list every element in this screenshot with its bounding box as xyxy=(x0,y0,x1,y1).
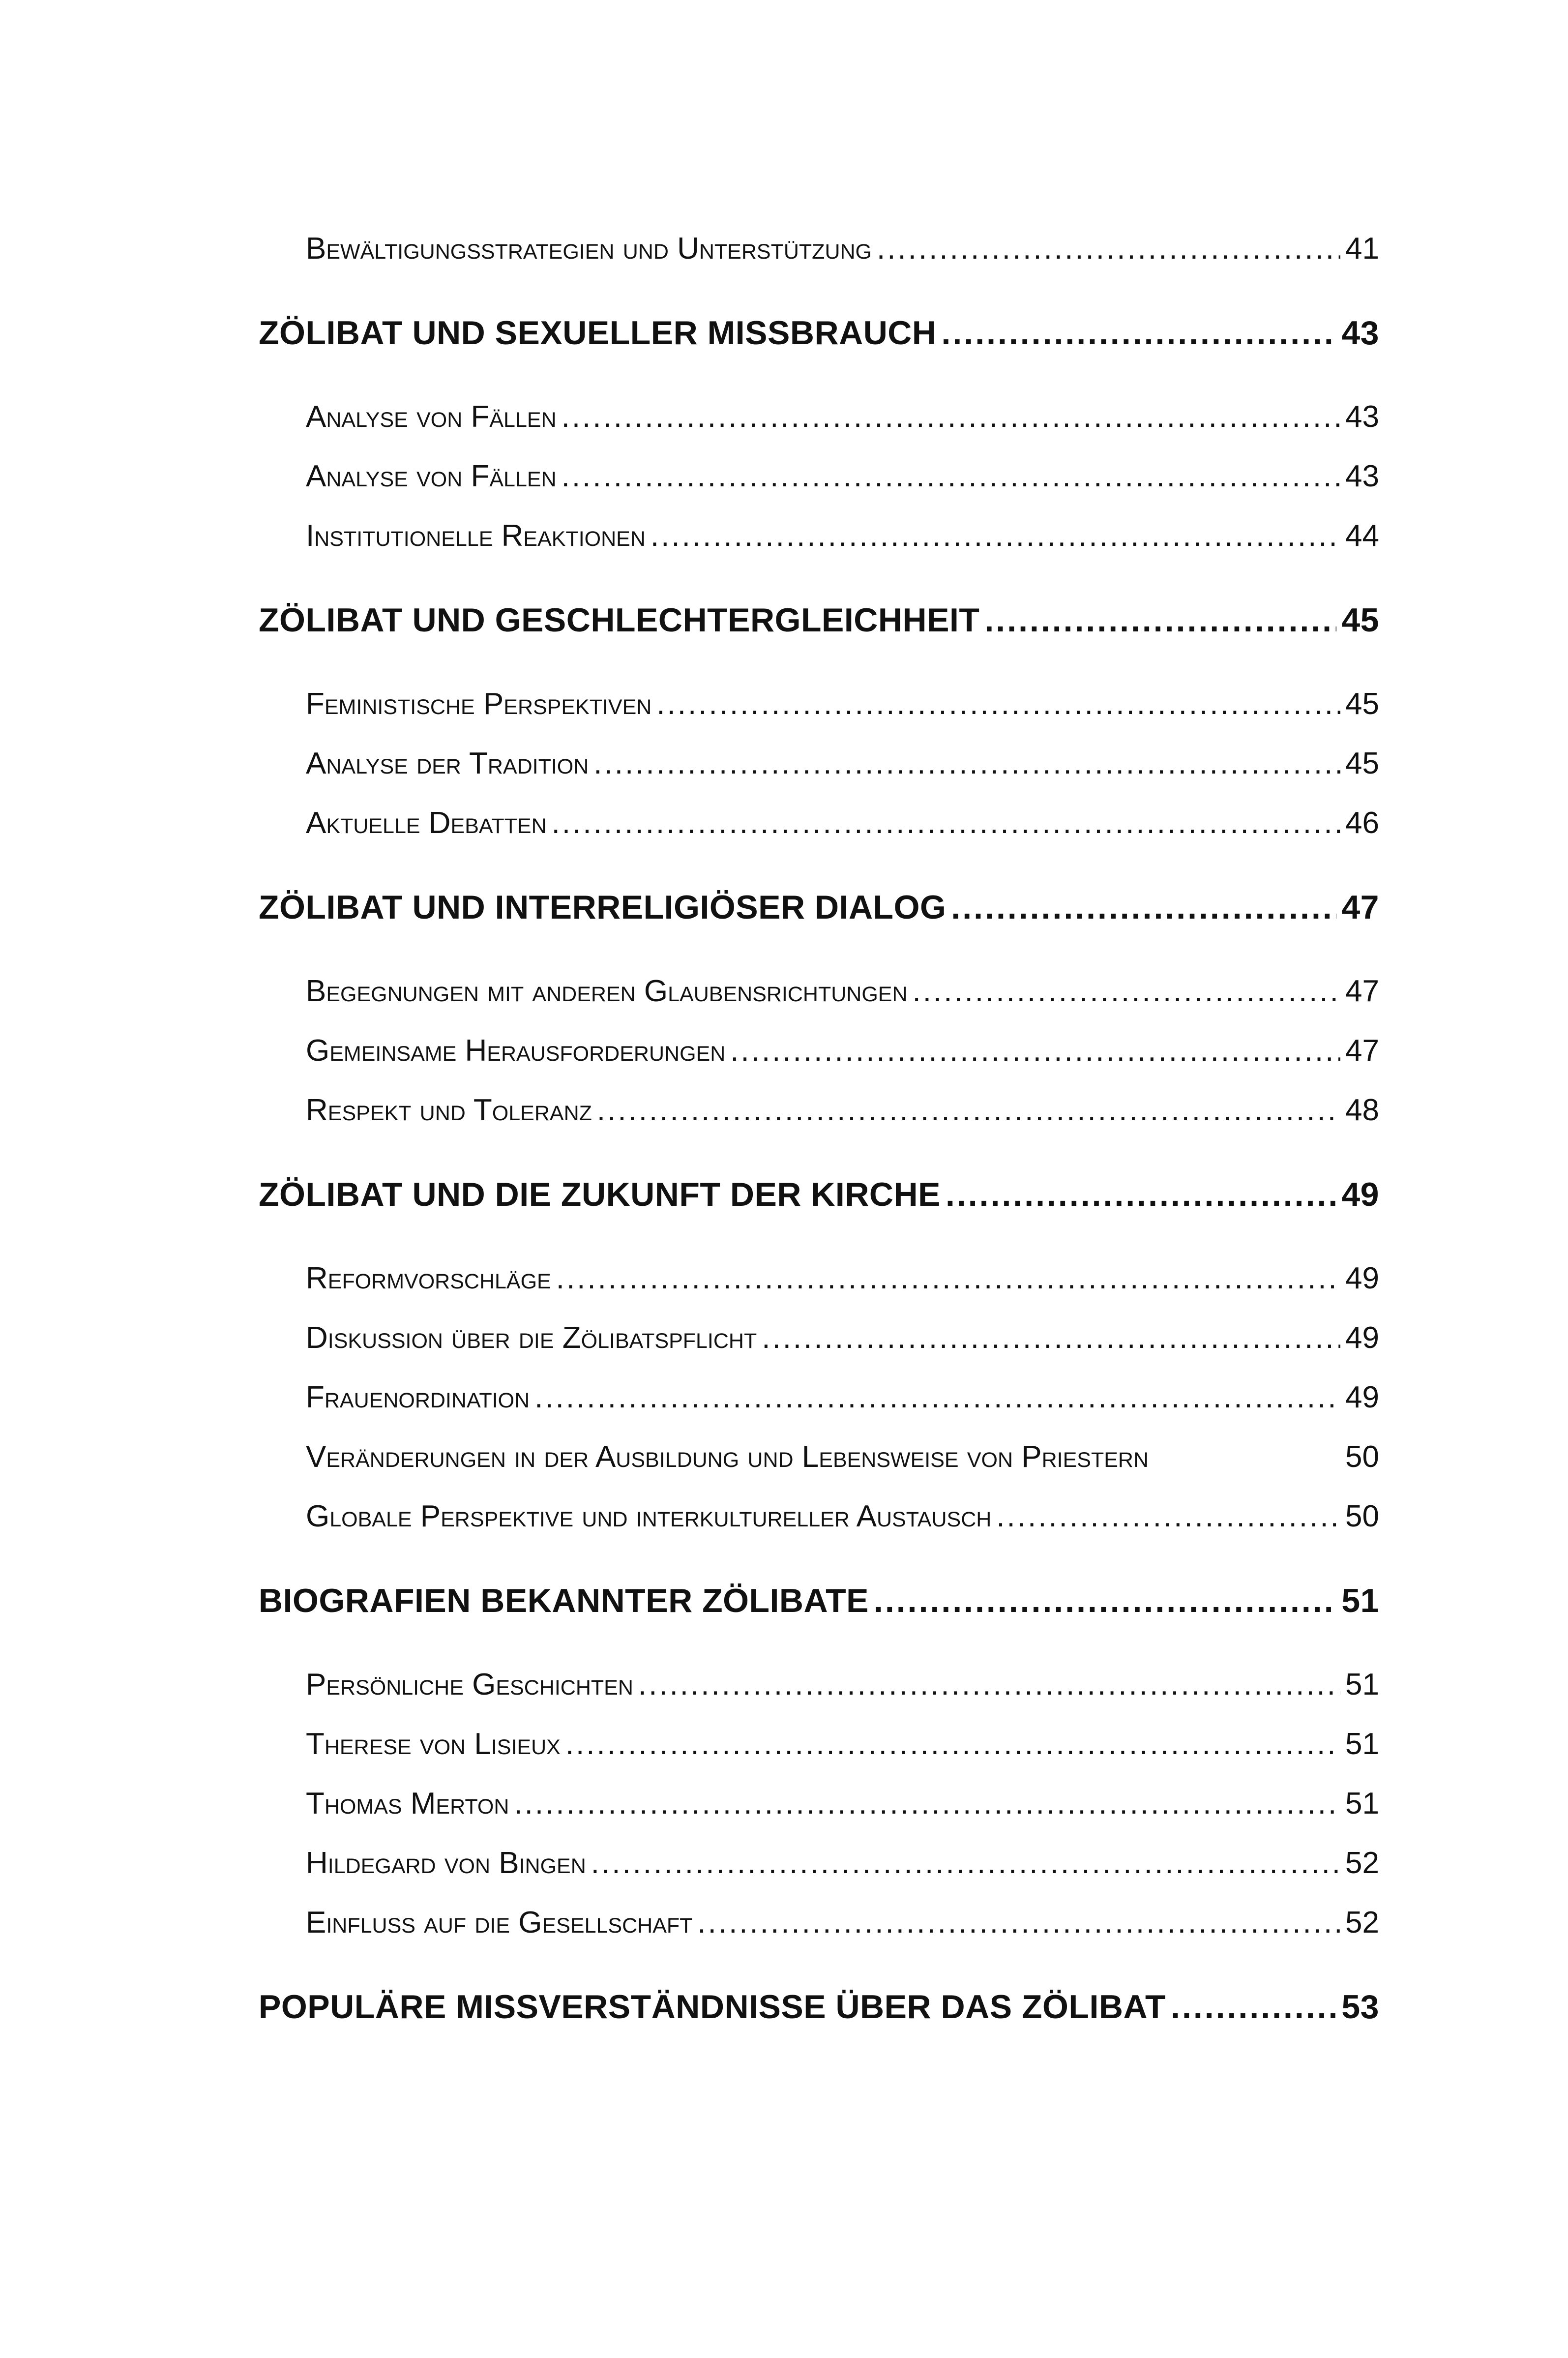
toc-entry-section xyxy=(306,746,1379,781)
toc-entry-section xyxy=(306,1380,1379,1415)
toc-entry-chapter xyxy=(259,1988,1379,2026)
toc-entry-section xyxy=(306,1439,1379,1474)
toc-entry-title: ZÖLIBAT UND GESCHLECHTERGLEICHHEIT xyxy=(259,601,980,639)
toc-entry-page: 48 xyxy=(1345,1093,1379,1127)
toc-entry-title: Institutionelle Reaktionen xyxy=(306,519,646,553)
toc-entry-title: Einfluss auf die Gesellschaft xyxy=(306,1906,693,1940)
toc-entry-chapter xyxy=(259,1582,1379,1620)
toc-entry-title: Begegnungen mit anderen Glaubensrichtungen xyxy=(306,974,908,1008)
toc-entry-title: ZÖLIBAT UND INTERRELIGIÖSER DIALOG xyxy=(259,889,947,926)
dot-leader xyxy=(730,1033,1340,1068)
dot-leader xyxy=(562,399,1340,434)
toc-entry-page: 49 xyxy=(1345,1321,1379,1355)
toc-entry-page: 50 xyxy=(1345,1440,1379,1474)
dot-leader xyxy=(946,1175,1336,1214)
dot-leader xyxy=(951,888,1336,926)
dot-leader xyxy=(593,746,1340,781)
toc-entry-section xyxy=(306,1320,1379,1355)
toc-entry-title: Analyse von Fällen xyxy=(306,400,557,434)
toc-entry-section xyxy=(306,459,1379,494)
toc-entry-title: Bewältigungsstrategien und Unterstützung xyxy=(306,232,872,266)
toc-entry-section xyxy=(306,518,1379,553)
toc-entry-section xyxy=(306,231,1379,266)
toc-entry-chapter xyxy=(259,601,1379,639)
dot-leader xyxy=(697,1905,1340,1940)
dot-leader xyxy=(1171,1988,1336,2026)
toc-entry-title: Aktuelle Debatten xyxy=(306,806,547,840)
toc-entry-section xyxy=(306,806,1379,840)
toc-entry-title: Feministische Perspektiven xyxy=(306,687,652,721)
toc-entry-title: Gemeinsame Herausforderungen xyxy=(306,1034,726,1068)
toc-entry-page: 47 xyxy=(1341,889,1379,926)
toc-entry-title: POPULÄRE MISSVERSTÄNDNISSE ÜBER DAS ZÖLIBAT xyxy=(259,1988,1166,2026)
toc-entry-title: Veränderungen in der Ausbildung und Lebensweise von Priestern xyxy=(306,1440,1149,1474)
toc-entry-chapter xyxy=(259,888,1379,926)
toc-entry-title: Therese von Lisieux xyxy=(306,1727,561,1761)
toc-entry-chapter xyxy=(259,1175,1379,1214)
toc-entry-section xyxy=(306,1786,1379,1821)
dot-leader xyxy=(597,1093,1340,1128)
toc-entry-section xyxy=(306,1033,1379,1068)
toc-entry-title: BIOGRAFIEN BEKANNTER ZÖLIBATE xyxy=(259,1582,869,1619)
toc-entry-section xyxy=(306,1093,1379,1128)
dot-leader xyxy=(913,974,1340,1009)
dot-leader xyxy=(942,314,1337,352)
toc-entry-page: 53 xyxy=(1341,1988,1379,2026)
toc-entry-page: 41 xyxy=(1345,232,1379,266)
dot-leader xyxy=(514,1786,1340,1821)
toc-entry-title: Respekt und Toleranz xyxy=(306,1093,592,1127)
dot-leader xyxy=(874,1582,1336,1620)
toc-entry-title: Reformvorschläge xyxy=(306,1261,551,1295)
toc-entry-section xyxy=(306,1261,1379,1296)
toc-entry-page: 49 xyxy=(1345,1380,1379,1414)
toc-entry-title: Globale Perspektive und interkultureller Austausch xyxy=(306,1499,992,1533)
toc-entry-chapter xyxy=(259,314,1379,352)
toc-entry-page: 49 xyxy=(1341,1176,1379,1213)
toc-entry-section xyxy=(306,1727,1379,1761)
dot-leader xyxy=(556,1261,1340,1296)
toc-entry-section xyxy=(306,1846,1379,1880)
toc-entry-page: 51 xyxy=(1345,1727,1379,1761)
dot-leader xyxy=(591,1846,1340,1880)
dot-leader xyxy=(877,231,1340,266)
dot-leader xyxy=(656,687,1340,721)
toc-entry-section xyxy=(306,1667,1379,1702)
toc-entry-page: 45 xyxy=(1345,746,1379,780)
toc-entry-page: 43 xyxy=(1345,400,1379,434)
toc-entry-title: Frauenordination xyxy=(306,1380,530,1414)
toc-entry-page: 45 xyxy=(1341,601,1379,639)
toc-entry-page: 43 xyxy=(1345,459,1379,493)
toc-entry-title: Thomas Merton xyxy=(306,1787,509,1821)
dot-leader xyxy=(996,1499,1340,1534)
dot-leader xyxy=(762,1320,1340,1355)
toc-entry-page: 47 xyxy=(1345,974,1379,1008)
dot-leader xyxy=(651,518,1340,553)
toc-entry-title: Analyse der Tradition xyxy=(306,746,589,780)
toc-entry-title: ZÖLIBAT UND SEXUELLER MISSBRAUCH xyxy=(259,314,937,352)
toc-entry-section xyxy=(306,1905,1379,1940)
toc-entry-title: Diskussion über die Zölibatspflicht xyxy=(306,1321,757,1355)
toc-entry-title: Analyse von Fällen xyxy=(306,459,557,493)
dot-leader xyxy=(638,1667,1340,1702)
dot-leader xyxy=(534,1380,1340,1415)
dot-leader xyxy=(565,1727,1340,1761)
toc-entry-section xyxy=(306,399,1379,434)
toc-entry-section xyxy=(306,1499,1379,1534)
toc-entry-page: 44 xyxy=(1345,519,1379,553)
toc-entry-page: 51 xyxy=(1345,1668,1379,1701)
toc-entry-page: 52 xyxy=(1345,1906,1379,1940)
toc-entry-page: 51 xyxy=(1345,1787,1379,1821)
dot-leader xyxy=(984,601,1336,639)
dot-leader xyxy=(552,806,1340,840)
toc-entry-page: 45 xyxy=(1345,687,1379,721)
toc-entry-title: Hildegard von Bingen xyxy=(306,1846,586,1880)
toc-entry-page: 46 xyxy=(1345,806,1379,840)
toc-entry-section xyxy=(306,687,1379,721)
toc-entry-section xyxy=(306,974,1379,1009)
toc-entry-page: 50 xyxy=(1345,1499,1379,1533)
toc-entry-page: 43 xyxy=(1341,314,1379,352)
toc-entry-title: ZÖLIBAT UND DIE ZUKUNFT DER KIRCHE xyxy=(259,1176,941,1213)
toc-entry-title: Persönliche Geschichten xyxy=(306,1668,633,1701)
toc-entry-page: 47 xyxy=(1345,1034,1379,1068)
toc-entry-page: 49 xyxy=(1345,1261,1379,1295)
toc-entry-page: 52 xyxy=(1345,1846,1379,1880)
toc-entry-page: 51 xyxy=(1341,1582,1379,1619)
dot-leader xyxy=(562,459,1340,494)
